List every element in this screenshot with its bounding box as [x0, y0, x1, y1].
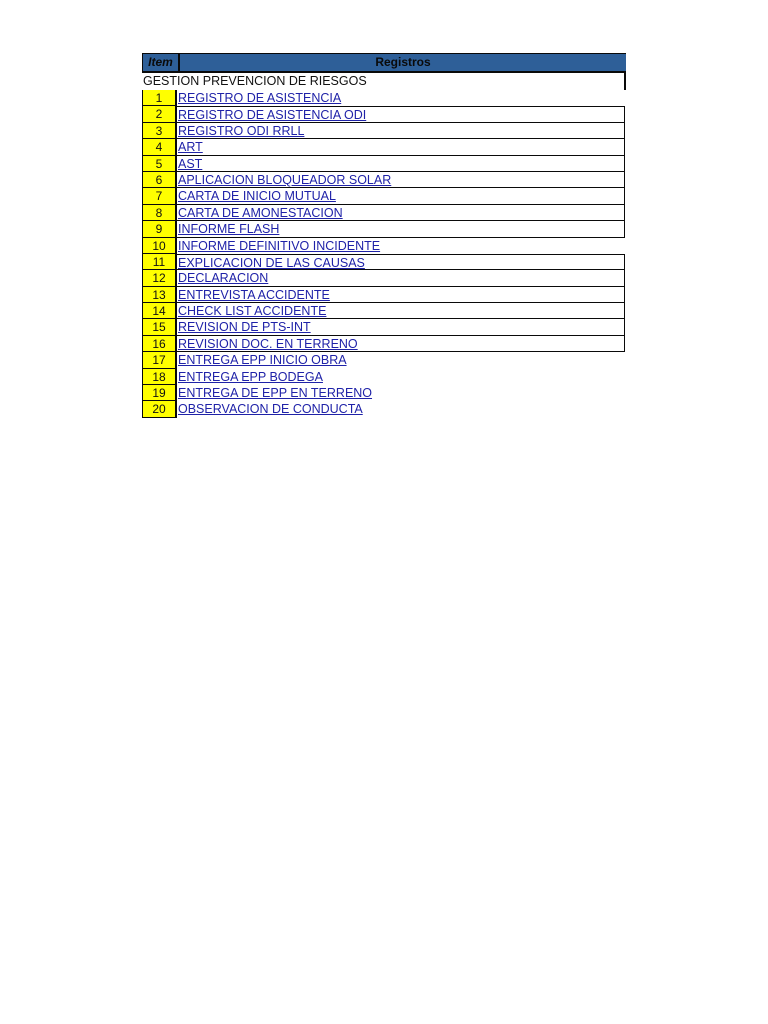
registro-link[interactable]: REGISTRO DE ASISTENCIA: [178, 91, 342, 105]
registro-link[interactable]: INFORME DEFINITIVO INCIDENTE: [178, 238, 381, 253]
table-row: [142, 401, 626, 417]
table-row: [142, 205, 626, 221]
registro-link[interactable]: DECLARACION: [177, 270, 625, 286]
registro-link[interactable]: APLICACION BLOQUEADOR SOLAR: [177, 172, 625, 188]
table-row: [142, 369, 626, 385]
table-row: [142, 287, 626, 303]
item-number: 20: [142, 401, 177, 417]
registro-link[interactable]: ENTREVISTA ACCIDENTE: [177, 287, 625, 303]
item-number: 5: [142, 156, 177, 172]
header-registros: Registros: [180, 54, 626, 71]
registros-table: [142, 53, 626, 418]
item-number: 12: [142, 270, 177, 286]
registro-link[interactable]: REGISTRO ODI RRLL: [177, 123, 625, 139]
item-number: 3: [142, 123, 177, 139]
header-item: Item: [142, 54, 180, 71]
item-number: 4: [142, 139, 177, 155]
table-row: [142, 238, 626, 254]
registro-link[interactable]: ENTREGA DE EPP EN TERRENO: [178, 386, 373, 401]
registro-link[interactable]: CARTA DE AMONESTACION: [177, 205, 625, 221]
table-row: [142, 319, 626, 335]
item-number: 11: [142, 254, 177, 270]
table-header: [142, 53, 626, 73]
item-number: 1: [142, 90, 177, 106]
item-number: 15: [142, 319, 177, 335]
table-row: [142, 352, 626, 368]
item-number: 16: [142, 336, 177, 352]
item-number: 7: [142, 188, 177, 204]
table-row: [142, 106, 626, 122]
item-number: 14: [142, 303, 177, 319]
item-number: 17: [142, 352, 177, 368]
section-title: GESTION PREVENCION DE RIESGOS: [142, 73, 624, 90]
item-number: 10: [142, 238, 177, 254]
item-number: 8: [142, 205, 177, 221]
item-number: 18: [142, 369, 177, 385]
registro-link[interactable]: REGISTRO DE ASISTENCIA ODI: [177, 106, 625, 122]
item-number: 2: [142, 106, 177, 122]
registro-link[interactable]: ART: [177, 139, 625, 155]
table-row: [142, 139, 626, 155]
registro-link[interactable]: ENTREGA EPP INICIO OBRA: [178, 353, 347, 368]
registro-link[interactable]: EXPLICACION DE LAS CAUSAS: [177, 254, 625, 270]
table-row: [142, 188, 626, 204]
table-row: [142, 156, 626, 172]
registro-link[interactable]: CARTA DE INICIO MUTUAL: [177, 188, 625, 204]
item-number: 13: [142, 287, 177, 303]
registro-link[interactable]: REVISION DOC. EN TERRENO: [177, 336, 625, 352]
table-row: [142, 172, 626, 188]
registro-link[interactable]: OBSERVACION DE CONDUCTA: [178, 402, 363, 417]
table-row: [142, 221, 626, 237]
table-row: [142, 123, 626, 139]
registro-link[interactable]: ENTREGA EPP BODEGA: [178, 369, 323, 384]
registro-link[interactable]: AST: [177, 156, 625, 172]
item-number: 9: [142, 221, 177, 237]
item-number: 6: [142, 172, 177, 188]
registro-link[interactable]: CHECK LIST ACCIDENTE: [177, 303, 625, 319]
table-row: [142, 90, 626, 106]
item-number: 19: [142, 385, 177, 401]
registro-link[interactable]: REVISION DE PTS-INT: [177, 319, 625, 335]
table-row: [142, 336, 626, 352]
registro-link[interactable]: INFORME FLASH: [177, 221, 625, 237]
table-row: [142, 385, 626, 401]
table-row: [142, 303, 626, 319]
table-row: [142, 270, 626, 286]
table-row: [142, 254, 626, 270]
